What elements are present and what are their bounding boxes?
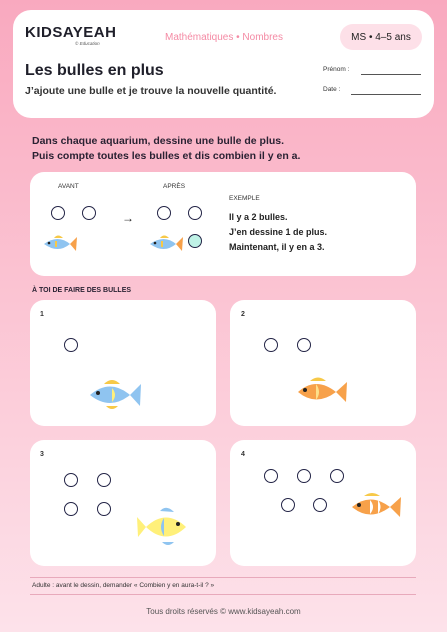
blue-fish-icon (40, 232, 78, 256)
blue-fish-icon (86, 376, 142, 412)
section-label: À TOI DE FAIRE DES BULLES (32, 287, 132, 294)
footer-divider (30, 577, 416, 578)
orange-fish-icon (294, 374, 348, 408)
instruction-line-2: Puis compte toutes les bulles et dis combien il y en a. (32, 150, 301, 162)
exercise-bubble (264, 469, 278, 483)
exercise-number: 2 (241, 311, 245, 318)
exercise-bubble (281, 498, 295, 512)
instruction-line-1: Dans chaque aquarium, dessine une bulle de plus. (32, 135, 285, 147)
copyright: Tous droits réservés © www.kidsayeah.com (146, 607, 301, 616)
yellow-fish-icon (136, 506, 188, 548)
exercise-bubble (313, 498, 327, 512)
arrow-icon: → (122, 211, 134, 225)
exercise-number: 3 (40, 451, 44, 458)
adult-note: Adulte : avant le dessin, demander « Combien y en aura-t-il ? » (32, 582, 215, 589)
example-line-2: J’en dessine 1 de plus. (229, 227, 328, 237)
example-card (30, 172, 416, 276)
date-field[interactable] (351, 94, 421, 95)
date-label: Date : (323, 86, 341, 93)
example-before-bubble (51, 206, 65, 220)
exercise-bubble (97, 502, 111, 516)
page-subtitle: J’ajoute une bulle et je trouve la nouvelle quantité. (25, 85, 277, 97)
exercise-number: 4 (241, 451, 245, 458)
exercise-bubble (64, 502, 78, 516)
exercise-bubble (297, 338, 311, 352)
exercise-bubble (330, 469, 344, 483)
exercise-bubble (264, 338, 278, 352)
name-label: Prénom : (323, 66, 350, 73)
logo: KIDSAYEAH (25, 24, 117, 41)
blue-fish-icon (146, 232, 184, 256)
after-label: APRÈS (163, 183, 186, 190)
exercise-number: 1 (40, 311, 44, 318)
example-before-bubble (82, 206, 96, 220)
example-line-3: Maintenant, il y en a 3. (229, 242, 325, 252)
instructions (32, 134, 300, 164)
example-line-1: Il y a 2 bulles. (229, 212, 288, 222)
footer-divider (30, 594, 416, 595)
orange-fish-icon (348, 490, 402, 524)
level-text: MS • 4–5 ans (351, 31, 411, 43)
page-title: Les bulles en plus (25, 62, 164, 79)
example-heading: EXEMPLE (229, 195, 260, 202)
subject-label: Mathématiques • Nombres (165, 32, 283, 43)
level-badge (340, 24, 422, 50)
exercise-bubble (297, 469, 311, 483)
example-after-bubble (157, 206, 171, 220)
before-label: AVANT (58, 183, 79, 190)
example-new-bubble (188, 234, 202, 248)
name-field[interactable] (361, 74, 421, 75)
header-card (13, 10, 434, 118)
exercise-card-3[interactable] (30, 440, 216, 566)
example-after-bubble (188, 206, 202, 220)
exercise-bubble (64, 473, 78, 487)
logo-subtitle: © Education (75, 41, 100, 46)
exercise-bubble (64, 338, 78, 352)
exercise-bubble (97, 473, 111, 487)
